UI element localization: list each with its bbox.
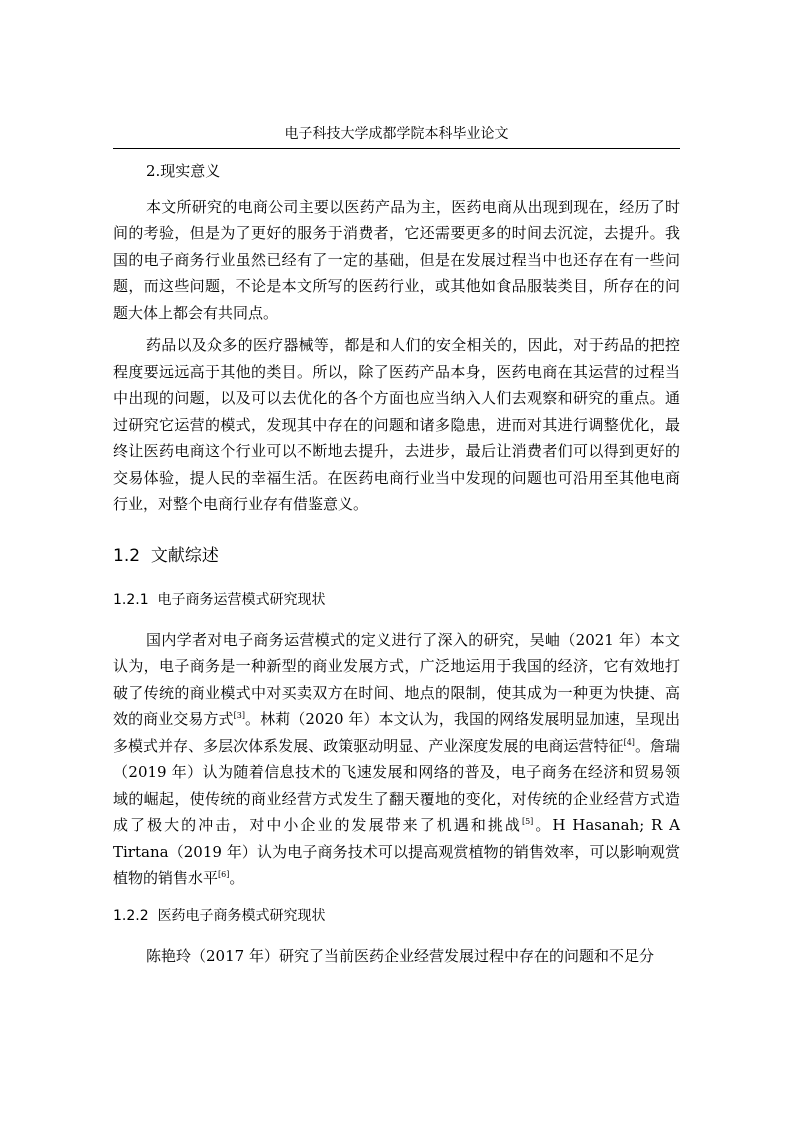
section-number: 1.2.1: [113, 591, 149, 608]
section-heading-1-2: [113, 541, 680, 571]
paragraph-text: 国内学者对电子商务运营模式的定义进行了深入的研究，吴岫（2021 年）本文认为，电子商务是一种新型的商业发展方式，广泛地运用于我国的经济，它有效地打破了传统的商业模式中对买卖双方在时间、地点的限制，使其成为一种更为快捷、高效的商业交易方式: [113, 630, 680, 728]
citation-ref: [6]: [218, 870, 230, 879]
paragraph-ecommerce-review: [113, 627, 680, 892]
section-number: 1.2: [113, 545, 141, 566]
paragraph-practical-2: 药品以及众多的医疗器械等，都是和人们的安全相关的，因此，对于药品的把控程度要远远高于其他的类目。所以，除了医药产品本身，医药电商在其运营的过程当中出现的问题，以及可以去优化的各个方面也应当纳入人们去观察和研究的重点。通过研究它运营的模式，发现其中存在的问题和诸多隐患，进而对其进行调整优化，最终让医药电商这个行业可以不断地去提升，去进步，最后让消费者们可以得到更好的交易体验，提人民的幸福生活。在医药电商行业当中发现的问题也可沿用至其他电商行业，对整个电商行业存有借鉴意义。: [113, 336, 680, 513]
paragraph-pharma-review: 陈艳玲（2017 年）研究了当前医药企业经营发展过程中存在的问题和不足分: [146, 946, 654, 965]
section-heading-1-2-2: [113, 904, 680, 928]
paragraph-text: 。林莉（2020 年）本文认为，我国的网络发展明显加速，呈现出多模式并存、多层次体系发展、政策驱动明显、产业深度发展的电商运营特征: [113, 710, 680, 755]
paragraph-text: 。H Hasanah; R A Tirtana（2019 年）认为电子商务技术可以提高观赏植物的销售效率，可以影响观赏植物的销售水平: [113, 816, 680, 887]
section-number: 1.2.2: [113, 907, 149, 924]
citation-ref: [3]: [233, 711, 245, 720]
subsection-heading-practical: 2.现实意义: [146, 162, 221, 180]
section-title: 医药电子商务模式研究现状: [157, 907, 326, 924]
running-header: 电子科技大学成都学院本科毕业论文: [113, 120, 680, 149]
paragraph-practical-1: 本文所研究的电商公司主要以医药产品为主，医药电商从出现到现在，经历了时间的考验，但是为了更好的服务于消费者，它还需要更多的时间去沉淀，去提升。我国的电子商务行业虽然已经有了一定的基础，但是在发展过程当中也还存在有一些问题，而这些问题，不论是本文所写的医药行业，或其他如食品服装类目，所存在的问题大体上都会有共同点。: [113, 197, 680, 322]
section-title: 文献综述: [150, 545, 219, 566]
citation-ref: [4]: [623, 737, 635, 747]
section-heading-1-2-1: [113, 588, 680, 612]
paragraph-text: 。詹瑞（2019 年）认为随着信息技术的飞速发展和网络的普及，电子商务在经济和贸易领域的崛起，使传统的商业经营方式发生了翻天覆地的变化，对传统的企业经营方式造成了极大的冲击，对中小企业的发展带来了机遇和挑战: [113, 736, 680, 834]
citation-ref: [5]: [521, 817, 534, 826]
page-content: [113, 158, 680, 969]
section-title: 电子商务运营模式研究现状: [157, 591, 326, 608]
paragraph-text: 。: [229, 869, 245, 887]
